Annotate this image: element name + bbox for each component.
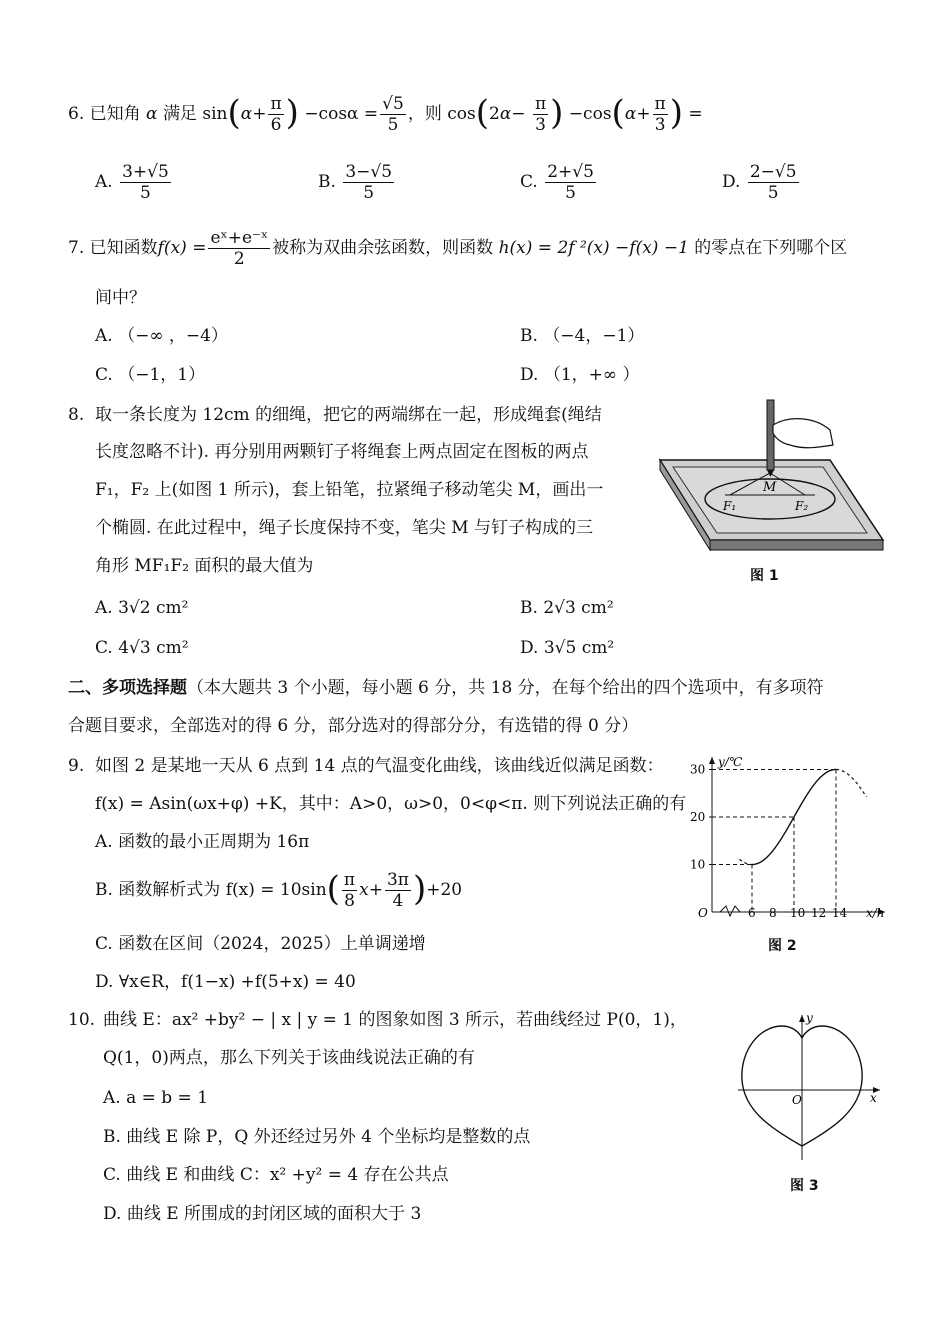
q8-option-c: C. 4√3 cm²: [95, 638, 189, 658]
q8-line-2: 长度忽略不计). 再分别用两颗钉子将绳套上两点固定在图板的两点: [95, 442, 589, 462]
q9-option-c: C. 函数在区间（2024，2025）上单调递增: [95, 934, 426, 954]
q9-option-b: B. 函数解析式为 f(x) = 10sin( $\frac{\pi}{8}$ x+ $\frac{3\pi}{4}$ )+20: [95, 868, 463, 911]
q10-line-2: Q(1，0)两点，那么下列关于该曲线说法正确的有: [103, 1048, 475, 1068]
q7-number: 7.: [68, 238, 85, 258]
q6-stem: 6. 已知角 α 满足 sin(α+ $\frac{\pi}{6}$ ) −cosα = $\frac{√5}{5}$ ，则 cos(2α− $\frac{\pi}{3}$ ) −cos(α+ $\frac{\pi}{3}$ ) =: [68, 92, 703, 135]
q8-line-5: 角形 MF₁F₂ 面积的最大值为: [95, 556, 314, 576]
q6-number: 6.: [68, 104, 85, 124]
q7-option-b: B. （−4，−1）: [520, 326, 645, 346]
q6-option-a: A. $\frac{3+√5}{5}$: [95, 162, 169, 203]
y-tick-20: 20: [690, 810, 706, 824]
x-tick-6: 6: [748, 906, 756, 920]
q8-option-b: B. 2√3 cm²: [520, 598, 614, 618]
q9-option-a: A. 函数的最小正周期为 16π: [95, 832, 310, 852]
q8-option-a: A. 3√2 cm²: [95, 598, 189, 618]
fig1-label-f1: F₁: [723, 499, 737, 513]
q8-line-4: 个椭圆. 在此过程中，绳子长度保持不变，笔尖 M 与钉子构成的三: [95, 518, 594, 538]
q10-option-c: C. 曲线 E 和曲线 C：x² +y² = 4 存在公共点: [103, 1165, 449, 1185]
fig3-y-label: y: [806, 1011, 813, 1025]
section-2-heading: 二、多项选择题（本大题共 3 个小题，每小题 6 分，共 18 分，在每个给出的四个选项中，有多项符: [68, 678, 824, 698]
q9-line-2: f(x) = Asin(ωx+φ) +K，其中：A>0，ω>0，0<φ<π. 则下列说法正确的有: [95, 794, 687, 814]
y-axis-arrow: [709, 757, 715, 764]
figure-3-caption: 图 3: [790, 1178, 819, 1194]
origin-label: O: [698, 906, 708, 920]
q6-option-b: B. $\frac{3-√5}{5}$: [318, 162, 393, 203]
x-tick-8: 8: [769, 906, 777, 920]
x-tick-10: 10: [790, 906, 806, 920]
q8-number: 8.: [68, 405, 85, 425]
q9-option-d: D. ∀x∈R，f(1−x) +f(5+x) = 40: [95, 972, 356, 992]
fig3-origin: O: [792, 1093, 802, 1107]
y-tick-30: 30: [690, 762, 706, 777]
q8-line-1: 取一条长度为 12cm 的细绳，把它的两端绑在一起，形成绳套(绳结: [95, 405, 602, 425]
q10-line-1: 曲线 E：ax² +by² − | x | y = 1 的图象如图 3 所示，若曲线经过 P(0，1)，: [103, 1010, 687, 1030]
q8-line-3: F₁，F₂ 上(如图 1 所示)，套上铅笔，拉紧绳子移动笔尖 M，画出一: [95, 480, 604, 500]
x-axis-label: x/h: [866, 906, 885, 920]
y-axis-label: y/℃: [718, 755, 743, 769]
fig1-label-f2: F₂: [795, 499, 809, 513]
q10-option-d: D. 曲线 E 所围成的封闭区域的面积大于 3: [103, 1204, 422, 1224]
figure-2-temperature-chart: [690, 752, 900, 927]
y-tick-10: 10: [690, 857, 706, 872]
q7-stem: 7. 已知函数f(x) = $\frac{\text{eˣ+e⁻ˣ}}{2}$ 被称为双曲余弦函数，则函数 h(x) = 2f ²(x) −f(x) −1 的零点在下列哪个区: [68, 228, 848, 269]
q10-option-b: B. 曲线 E 除 P，Q 外还经过另外 4 个坐标均是整数的点: [103, 1127, 531, 1147]
q9-number: 9.: [68, 756, 85, 776]
q9-line-1: 如图 2 是某地一天从 6 点到 14 点的气温变化曲线，该曲线近似满足函数：: [95, 756, 664, 776]
section-2-heading-cont: 合题目要求，全部选对的得 6 分，部分选对的得部分分，有选错的得 0 分）: [68, 716, 639, 736]
q10-number: 10.: [68, 1010, 96, 1030]
fig3-x-label: x: [870, 1091, 877, 1105]
curve-extension-right: [836, 770, 867, 798]
figure-1-ellipse-board: [655, 395, 890, 565]
axis-break: [720, 906, 740, 916]
q7-option-c: C. （−1，1）: [95, 365, 206, 385]
q7-option-a: A. （−∞ ，−4）: [95, 326, 228, 346]
figure-3-heart-curve: [730, 1010, 890, 1170]
q10-option-a: A. a = b = 1: [103, 1088, 209, 1108]
q8-option-d: D. 3√5 cm²: [520, 638, 615, 658]
figure-1-caption: 图 1: [750, 568, 779, 584]
x-tick-12: 12: [811, 906, 827, 920]
curve-extension-left: [739, 859, 752, 864]
figure-2-caption: 图 2: [768, 938, 797, 954]
q7-stem-cont: 间中？: [95, 288, 146, 308]
q6-option-d: D. $\frac{2-√5}{5}$: [722, 162, 797, 203]
q7-option-d: D. （1，+∞ ）: [520, 365, 640, 385]
x-tick-14: 14: [832, 906, 848, 920]
fig1-label-m: M: [763, 480, 777, 495]
q6-option-c: C. $\frac{2+√5}{5}$: [520, 162, 594, 203]
